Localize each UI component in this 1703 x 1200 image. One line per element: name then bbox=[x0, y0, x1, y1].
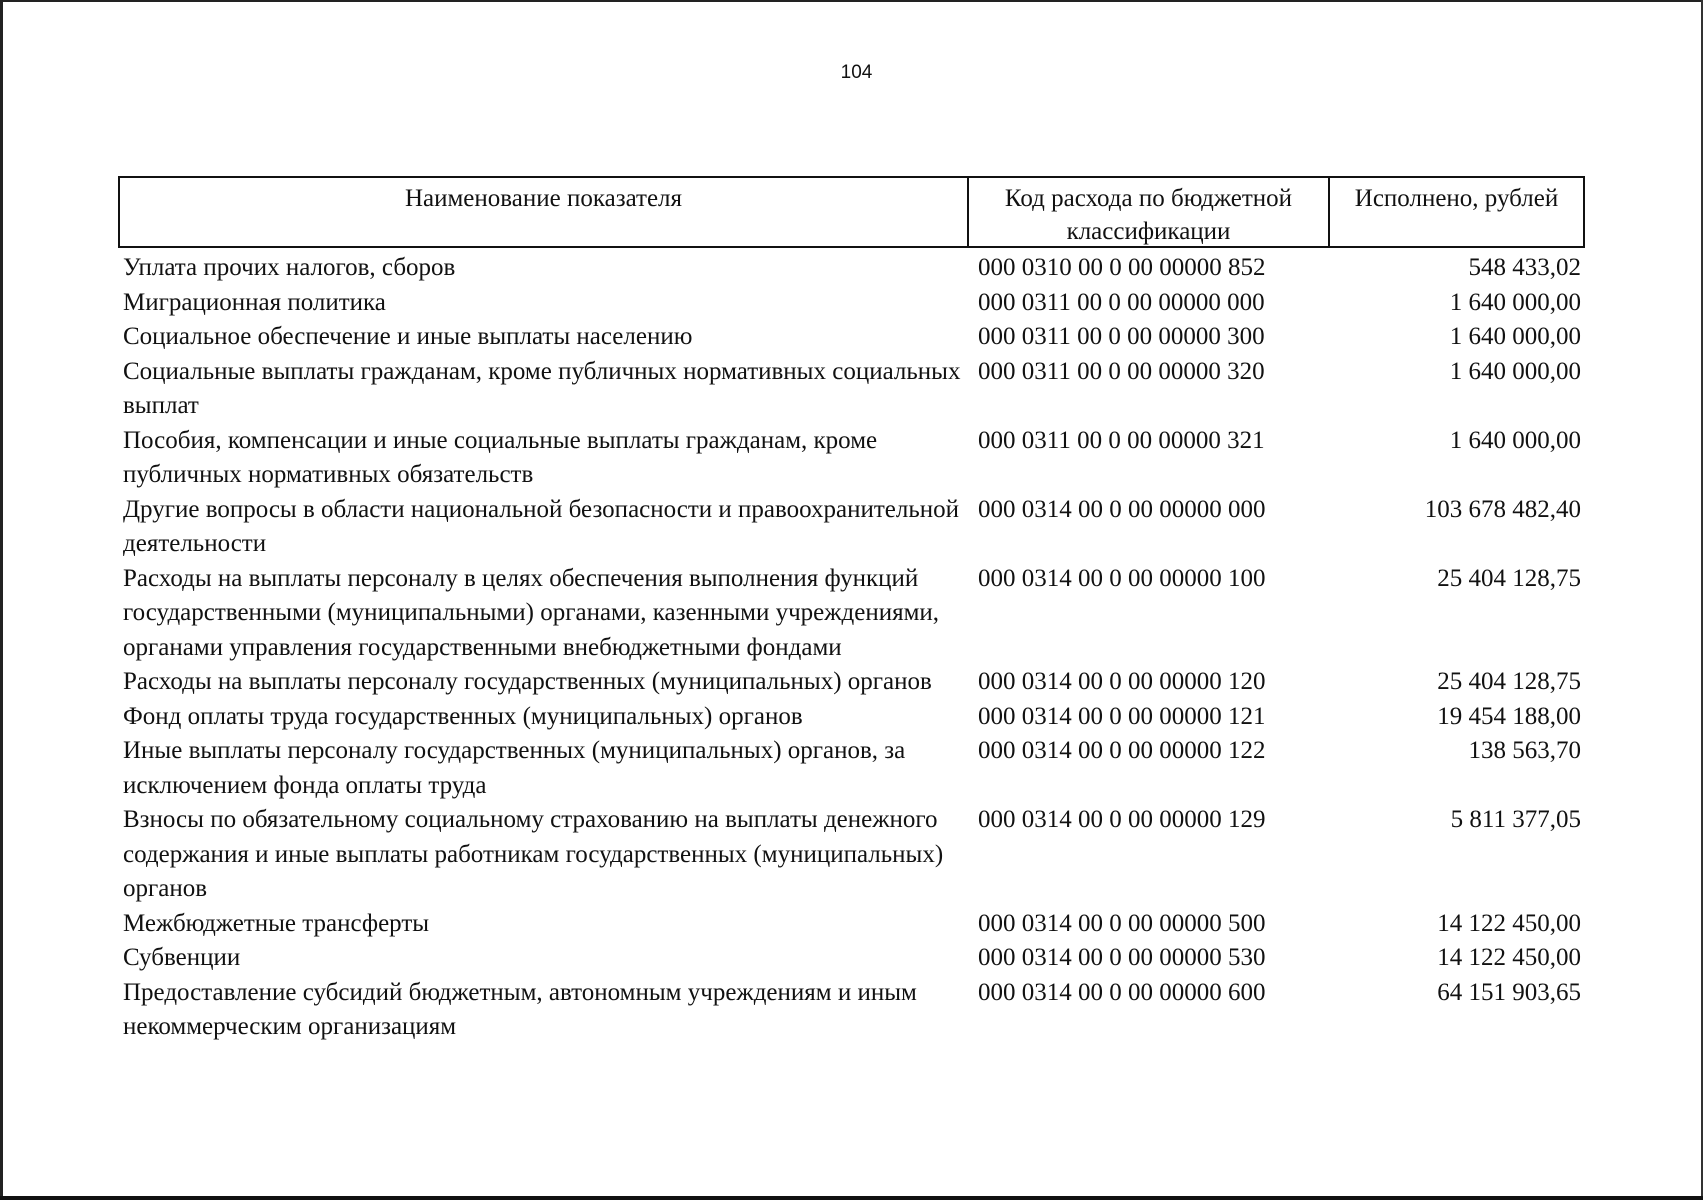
row-amount: 25 404 128,75 bbox=[1437, 668, 1581, 695]
row-amount: 103 678 482,40 bbox=[1424, 495, 1581, 523]
header-name: Наименование показателя bbox=[120, 178, 969, 246]
row-code: 000 0311 00 0 00 00000 320 bbox=[978, 357, 1265, 385]
row-amount: 138 563,70 bbox=[1468, 737, 1581, 764]
table-row bbox=[118, 286, 1585, 321]
row-amount: 5 811 377,05 bbox=[1450, 806, 1581, 833]
row-code: 000 0311 00 0 00 00000 300 bbox=[978, 323, 1265, 350]
row-name: Межбюджетные трансферты bbox=[123, 909, 430, 937]
row-name: Фонд оплаты труда государственных (муниципальных) органов bbox=[123, 702, 803, 730]
table-row bbox=[118, 562, 1585, 666]
row-name: Другие вопросы в области национальной безопасности и правоохранительной деятельности bbox=[123, 495, 960, 557]
row-amount: 14 122 450,00 bbox=[1437, 944, 1581, 971]
row-name: Предоставление субсидий бюджетным, автономным учреждениям и иным некоммерческим организациям bbox=[123, 978, 917, 1040]
row-name: Расходы на выплаты персоналу в целях обеспечения выполнения функций государственными (муниципальными) органами, казенными учреждениями, органами управления государственными внебюджетными фондами bbox=[123, 564, 940, 661]
scan-edge-top bbox=[0, 0, 1703, 2]
header-amount: Исполнено, рублей bbox=[1354, 185, 1559, 212]
row-code: 000 0311 00 0 00 00000 000 bbox=[978, 288, 1265, 316]
row-code: 000 0314 00 0 00 00000 121 bbox=[978, 702, 1266, 730]
table-row bbox=[118, 493, 1585, 562]
row-name: Субвенции bbox=[123, 944, 241, 971]
row-amount: 14 122 450,00 bbox=[1437, 909, 1581, 937]
table-row bbox=[118, 803, 1585, 907]
table-row bbox=[118, 320, 1585, 355]
row-name: Расходы на выплаты персоналу государственных (муниципальных) органов bbox=[123, 668, 932, 695]
table-row bbox=[118, 424, 1585, 493]
row-name: Социальные выплаты гражданам, кроме публичных нормативных социальных выплат bbox=[123, 357, 961, 419]
row-amount: 1 640 000,00 bbox=[1449, 288, 1581, 316]
row-amount: 25 404 128,75 bbox=[1437, 564, 1581, 592]
row-name: Пособия, компенсации и иные социальные выплаты гражданам, кроме публичных нормативных обязательств bbox=[123, 426, 878, 488]
row-code: 000 0314 00 0 00 00000 000 bbox=[978, 495, 1266, 523]
table-row bbox=[118, 734, 1585, 803]
table-row bbox=[118, 355, 1585, 424]
row-name: Иные выплаты персоналу государственных (муниципальных) органов, за исключением фонда оплаты труда bbox=[123, 737, 906, 799]
row-name: Взносы по обязательному социальному страхованию на выплаты денежного содержания и иные выплаты работникам государственных (муниципальных) органов bbox=[123, 806, 944, 902]
table-row bbox=[118, 976, 1585, 1045]
row-code: 000 0311 00 0 00 00000 321 bbox=[978, 426, 1265, 454]
row-code: 000 0314 00 0 00 00000 600 bbox=[978, 978, 1266, 1006]
row-code: 000 0314 00 0 00 00000 120 bbox=[978, 668, 1266, 695]
row-amount: 1 640 000,00 bbox=[1449, 357, 1581, 385]
table-row bbox=[118, 251, 1585, 286]
scan-edge-bottom bbox=[0, 1196, 1703, 1200]
row-code: 000 0314 00 0 00 00000 500 bbox=[978, 909, 1266, 937]
row-code: 000 0314 00 0 00 00000 129 bbox=[978, 806, 1266, 833]
table-row bbox=[118, 665, 1585, 700]
table-body bbox=[118, 251, 1585, 1045]
table-header bbox=[118, 176, 1585, 248]
header-code: Код расхода по бюджетной классификации bbox=[969, 178, 1330, 246]
table-row bbox=[118, 941, 1585, 976]
row-amount: 548 433,02 bbox=[1468, 254, 1581, 281]
row-code: 000 0314 00 0 00 00000 530 bbox=[978, 944, 1266, 971]
row-amount: 64 151 903,65 bbox=[1437, 978, 1581, 1006]
row-name: Миграционная политика bbox=[123, 288, 386, 316]
row-amount: 1 640 000,00 bbox=[1449, 323, 1581, 350]
row-name: Уплата прочих налогов, сборов bbox=[123, 254, 456, 281]
row-code: 000 0310 00 0 00 00000 852 bbox=[978, 254, 1266, 281]
row-code: 000 0314 00 0 00 00000 100 bbox=[978, 564, 1266, 592]
scan-edge-left bbox=[0, 0, 3, 1200]
page-number: 104 bbox=[840, 62, 873, 83]
row-code: 000 0314 00 0 00 00000 122 bbox=[978, 737, 1266, 764]
row-amount: 1 640 000,00 bbox=[1449, 426, 1581, 454]
row-name: Социальное обеспечение и иные выплаты населению bbox=[123, 323, 693, 350]
table-row bbox=[118, 907, 1585, 942]
table-row bbox=[118, 700, 1585, 735]
row-amount: 19 454 188,00 bbox=[1437, 702, 1581, 730]
